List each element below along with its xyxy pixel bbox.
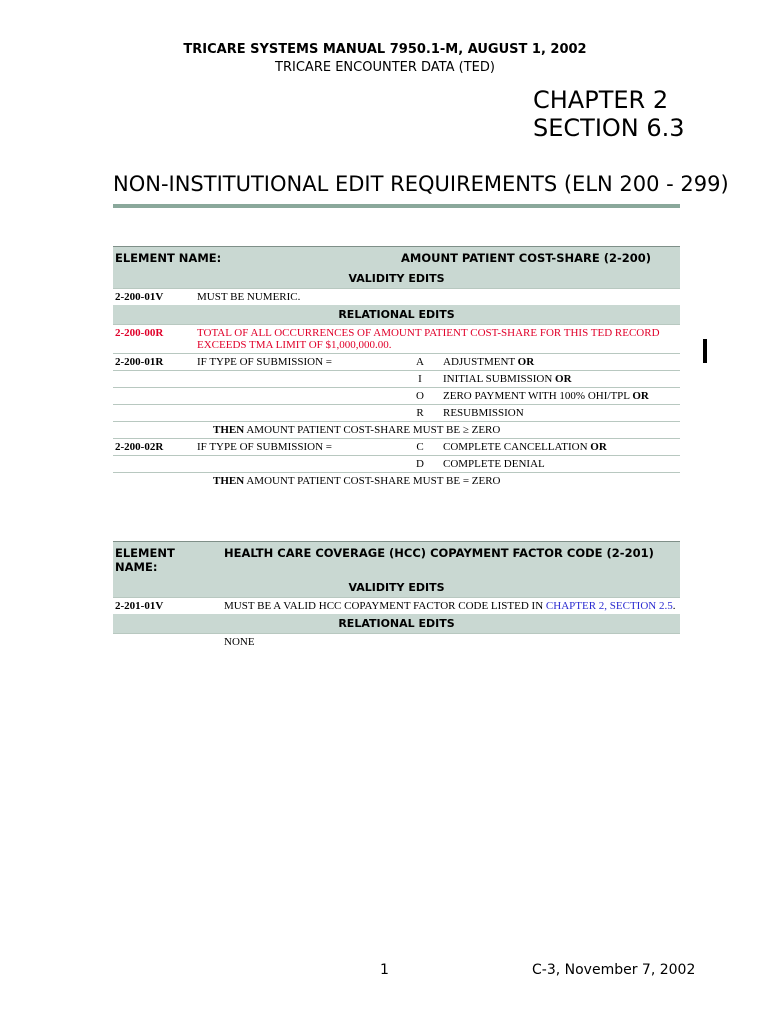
option-row [113,388,680,405]
edit-row [113,598,680,615]
edit-row [113,289,680,306]
edit-text: MUST BE NUMERIC. [195,289,680,306]
edit-row [113,325,680,354]
element-name-value: AMOUNT PATIENT COST-SHARE (2-200) [399,247,680,270]
page-number: 1 [380,962,389,978]
section-label: SECTION 6.3 [533,114,685,142]
running-header-subtitle: TRICARE ENCOUNTER DATA (TED) [275,60,495,75]
element-name-row [113,542,680,579]
option-code: O [399,388,441,405]
option-desc: ADJUSTMENT OR [441,354,680,371]
edit-text: IF TYPE OF SUBMISSION = [195,439,399,456]
relational-edits-heading: RELATIONAL EDITS [113,614,680,634]
option-row [113,405,680,422]
option-code: R [399,405,441,422]
option-desc: COMPLETE DENIAL [441,456,680,473]
validity-edits-heading: VALIDITY EDITS [113,269,680,289]
option-row [113,371,680,388]
option-row [113,456,680,473]
edit-text: IF TYPE OF SUBMISSION = [195,354,399,371]
option-desc: INITIAL SUBMISSION OR [441,371,680,388]
option-code: C [399,439,441,456]
edit-text: TOTAL OF ALL OCCURRENCES OF AMOUNT PATIENT COST-SHARE FOR THIS TED RECORD EXCEEDS TMA LIMIT OF $1,000,000.00. [195,325,680,354]
page-title: NON-INSTITUTIONAL EDIT REQUIREMENTS (ELN 200 - 299) [113,172,729,196]
edit-code: 2-200-00R [113,325,195,354]
chapter-block [533,86,685,142]
relational-edits-heading: RELATIONAL EDITS [113,305,680,325]
edit-code: 2-200-02R [113,439,195,456]
edit-text: NONE [222,634,680,651]
then-row [113,422,680,439]
footer-date: C-3, November 7, 2002 [532,962,696,978]
element-name-label: ELEMENT NAME: [113,542,222,579]
element-name-value: HEALTH CARE COVERAGE (HCC) COPAYMENT FACTOR CODE (2-201) [222,542,680,579]
edit-text: MUST BE A VALID HCC COPAYMENT FACTOR CODE LISTED IN CHAPTER 2, SECTION 2.5. [222,598,680,615]
element-name-label: ELEMENT NAME: [113,247,399,270]
validity-edits-heading: VALIDITY EDITS [113,578,680,598]
running-header-title: TRICARE SYSTEMS MANUAL 7950.1-M, AUGUST 1, 2002 [183,42,587,57]
option-code: I [399,371,441,388]
edit-row [113,634,680,651]
then-row [113,473,680,490]
element-table-2-201 [113,541,680,650]
option-desc: RESUBMISSION [441,405,680,422]
edit-code: 2-200-01R [113,354,195,371]
chapter-section-link[interactable]: CHAPTER 2, SECTION 2.5 [545,600,673,612]
edit-code: 2-200-01V [113,289,195,306]
option-desc: COMPLETE CANCELLATION OR [441,439,680,456]
edit-code: 2-201-01V [113,598,222,615]
option-desc: ZERO PAYMENT WITH 100% OHI/TPL OR [441,388,680,405]
option-code: A [399,354,441,371]
option-code: D [399,456,441,473]
element-name-row [113,247,680,270]
edit-row [113,439,680,456]
element-table-2-200 [113,246,680,489]
title-rule [113,204,680,208]
edit-row [113,354,680,371]
chapter-label: CHAPTER 2 [533,86,669,114]
then-text: THEN AMOUNT PATIENT COST-SHARE MUST BE = ZERO [195,473,680,490]
then-text: THEN AMOUNT PATIENT COST-SHARE MUST BE ≥ ZERO [195,422,680,439]
change-bar [703,339,707,363]
